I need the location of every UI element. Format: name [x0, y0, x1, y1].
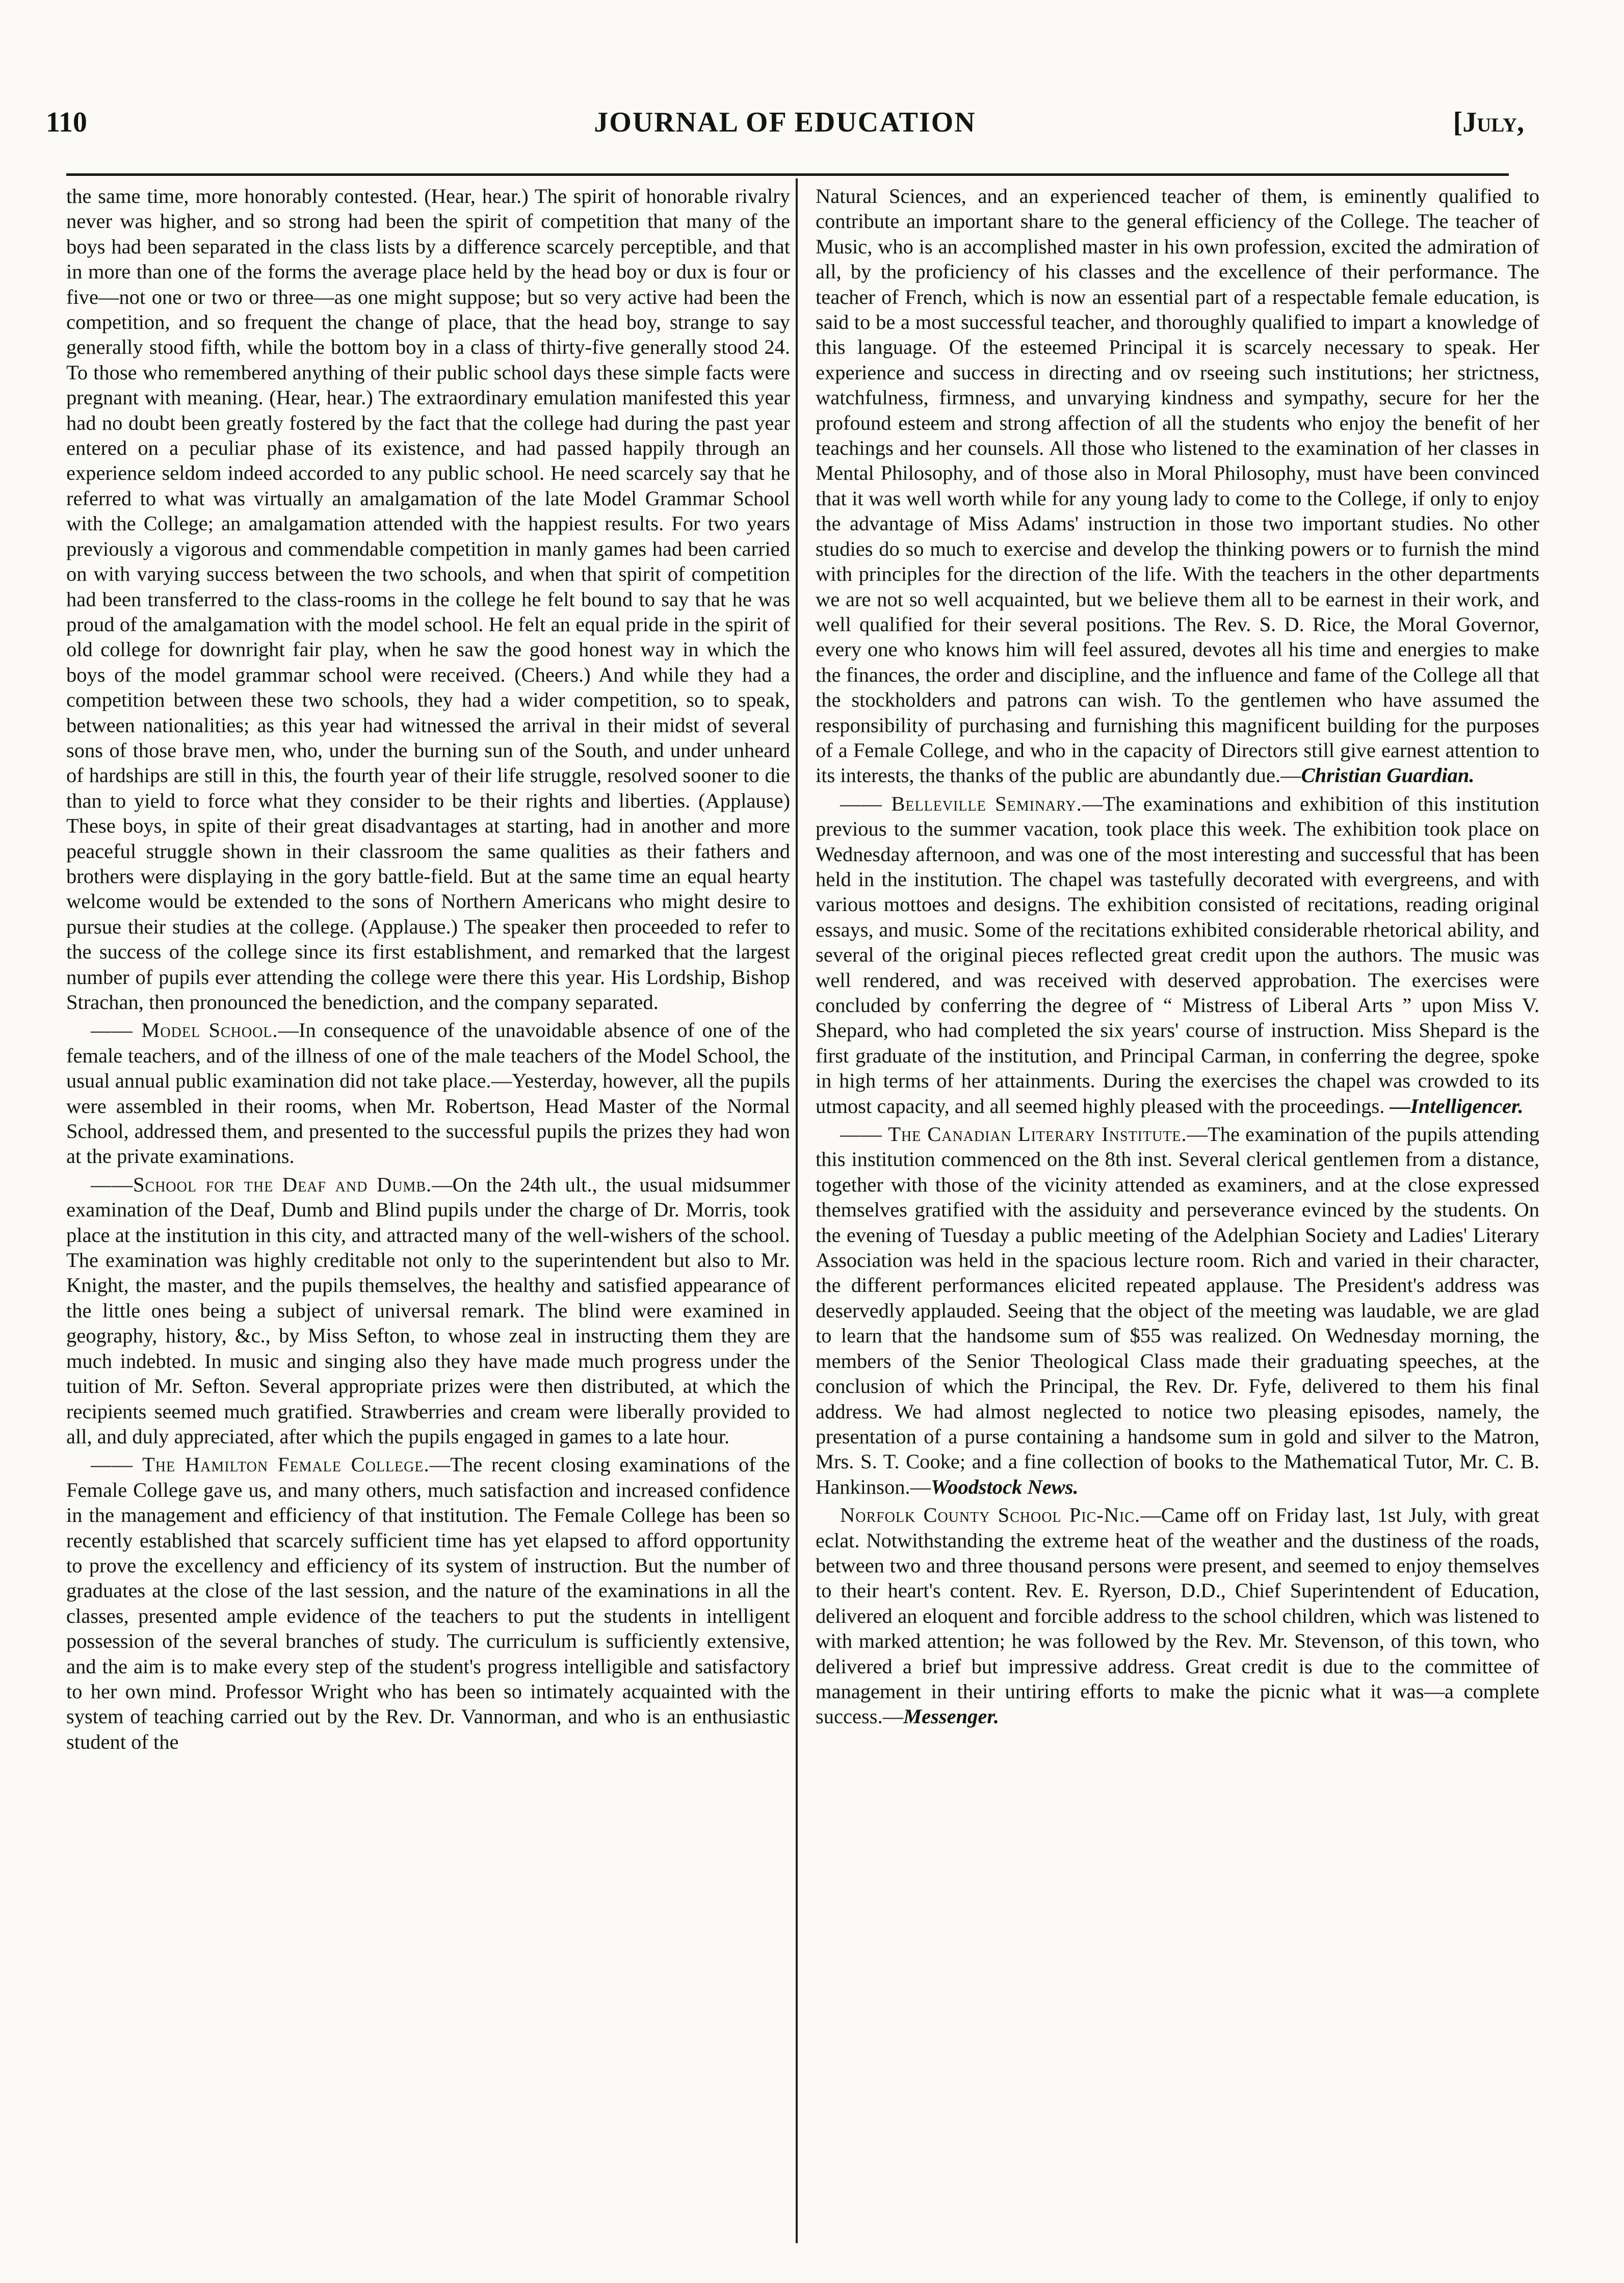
article-body: —Came off on Friday last, 1st July, with great eclat. Notwithstanding the extreme heat of the weather and the dustiness of the roads, between two and three thousand persons were present, and seemed to enjoy themselves to their heart's content. Rev. E. Ryerson, D.D., Chief Superintendent of Education, delivered an eloquent and forcible address to the school children, which was listened to with marked attention; he was followed by the Rev. Mr. Stevenson, of this town, who delivered a brief but impressive address. Great credit is due to the committee of management in their untiring efforts to make the picnic what it was—a complete success.— — [816, 1503, 1539, 1728]
article-belleville-seminary — [816, 791, 1539, 1119]
article-source: —Intelligencer. — [1390, 1094, 1524, 1118]
running-title: JOURNAL OF EDUCATION — [594, 107, 976, 138]
article-convocation-text: the same time, more honorably contested. (Hear, hear.) The spirit of honorable rivalry never was higher, and so strong had been the spirit of competition that many of the boys had been separated in the class lists by a difference scarcely perceptible, and that in more than one of the forms the average place held by the head boy or dux is four or five—not one or two or three—as one might suppose; but so very active had been the competition, and so frequent the change of place, that the head boy, strange to say generally stood fifth, while the bottom boy in a class of thirty-five generally stood 24. To those who remembered anything of their public school days these simple facts were pregnant with meaning. (Hear, hear.) The extraordinary emulation manifested this year had no doubt been greatly fostered by the fact that the college had during the past year entered on a peculiar phase of its existence, and had passed happily through an experience seldom indeed accorded to any public school. He need scarcely say that he referred to what was virtually an amalgamation of the late Model Grammar School with the College; an amalgamation attended with the happiest results. For two years previously a vigorous and commendable competition in manly games had been carried on with varying success between the two schools, and when that spirit of competition had been transferred to the class-rooms in the college he felt bound to say that he was proud of the amalgamation with the model school. He felt an equal pride in the spirit of old college for downright fair play, when he saw the good honest way in which the boys of the model grammar school were received. (Cheers.) And while they had a competition between these two schools, they had a wider competition, so to speak, between nationalities; as this year had witnessed the arrival in their midst of several sons of those brave men, who, under the burning sun of the South, and under unheard of hardships are still in this, the fourth year of their life struggle, resolved sooner to die than to yield to force what they consider to be their rights and liberties. (Applause) These boys, in spite of their great disadvantages at starting, had in another and more peaceful struggle shown in their classroom the same qualities as their fathers and brothers were displaying in the gory battle-field. But at the same time an equal hearty welcome would be extended to the sons of Northern Americans who might desire to pursue their studies at the college. (Applause.) The speaker then proceeded to refer to the success of the college since its first establishment, and remarked that the largest number of pupils ever attending the college were there this year. His Lordship, Bishop Strachan, then pronounced the benediction, and the company separated. — [66, 185, 790, 1014]
header-rule — [66, 173, 1509, 176]
article-body: —The recent closing examinations of the Female College gave us, and many others, much satisfaction and increased confidence in the management and efficiency of that institution. The Female College has been so recently established that scarcely sufficient time has yet elapsed to afford opportunity to prove the excellency and efficiency of its system of instruction. But the number of graduates at the close of the last session, and the nature of the examinations in all the classes, presented ample evidence of the teachers to put the students in intelligent possession of the several branches of study. The curriculum is sufficiently extensive, and the aim is to make every step of the student's progress intelligible and satisfactory to her own mind. Professor Wright who has been so intimately acquainted with the system of teaching carried out by the Rev. Dr. Vannorman, and who is an enthusiastic student of the — [66, 1453, 790, 1753]
article-canadian-literary-institute — [816, 1122, 1539, 1499]
article-body: —On the 24th ult., the usual midsummer examination of the Deaf, Dumb and Blind pupils under the charge of Dr. Morris, took place at the institution in this city, and attracted many of the well-wishers of the school. The examination was highly creditable not only to the superintendent but also to Mr. Knight, the master, and the pupils themselves, the healthy and satisfied appearance of the little ones being a subject of universal remark. The blind were examined in geography, history, &c., by Miss Sefton, to whose zeal in instructing them they are much indebted. In music and singing also they have made much progress under the tuition of Mr. Sefton. Several appropriate prizes were then distributed, at which the recipients seemed much gratified. Strawberries and cream were liberally provided to all, and duly appreciated, after which the pupils engaged in games to a late hour. — [66, 1173, 790, 1448]
page-number: 110 — [46, 107, 87, 138]
article-body: Natural Sciences, and an experienced teacher of them, is eminently qualified to contribute an important share to the general efficiency of the College. The teacher of Music, who is an accomplished master in his own profession, excited the admiration of all, by the proficiency of his classes and the excellence of their performance. The teacher of French, which is now an essential part of a respectable female education, is said to be a most successful teacher, and thoroughly qualified to impart a knowledge of this language. Of the esteemed Principal it is scarcely necessary to speak. Her experience and success in directing and ov rseeing such institutions; her strictness, watchfulness, firmness, and unvarying kindness and sympathy, secure for her the profound esteem and strong affection of all the students who enjoy the benefit of her teachings and her counsels. All those who listened to the examination of her classes in Mental Philosophy, and of those also in Moral Philosophy, must have been convinced that it was well worth while for any young lady to come to the College, if only to enjoy the advantage of Miss Adams' instruction in those two important studies. No other studies do so much to exercise and develop the thinking powers or to furnish the mind with principles for the direction of the life. With the teachers in the other departments we are not so well acquainted, but we believe them all to be earnest in their work, and well qualified for their several positions. The Rev. S. D. Rice, the Moral Governor, every one who knows him will feel assured, devotes all his time and energies to make the finances, the order and discipline, and the influence and fame of the College all that the stockholders and patrons can wish. To the gentlemen who have assumed the responsibility of purchasing and furnishing this magnificent building for the purposes of a Female College, and who in the capacity of Directors still give earnest attention to its interests, the thanks of the public are abundantly due.— — [816, 185, 1539, 787]
article-heading: —— Belleville Seminary. — [840, 792, 1082, 815]
article-source: Woodstock News. — [931, 1475, 1079, 1498]
article-deaf-dumb-school — [66, 1172, 790, 1449]
running-date: [July, — [1453, 107, 1524, 138]
article-heading: —— The Hamilton Female College. — [91, 1453, 430, 1476]
article-body: —In consequence of the unavoidable absence of one of the female teachers, and of the illness of one of the male teachers of the Model School, the usual annual public examination did not take place.—Yesterday, however, all the pupils were assembled in their rooms, when Mr. Robertson, Head Master of the Normal School, addressed them, and presented to the successful pupils the prizes they had won at the private examinations. — [66, 1019, 790, 1168]
article-source: Christian Guardian. — [1301, 764, 1475, 787]
article-heading: —— The Canadian Literary Institute. — [840, 1123, 1187, 1146]
article-heading: ——School for the Deaf and Dumb. — [91, 1173, 432, 1196]
article-norfolk-picnic — [816, 1502, 1539, 1729]
article-body: —The examination of the pupils attending this institution commenced on the 8th inst. Several clerical gentlemen from a distance, together with those of the vicinity attended as examiners, and at the close expressed themselves gratified with the assiduity and perseverance evinced by the students. On the evening of Tuesday a public meeting of the Adelphian Society and Ladies' Literary Association was held in the spacious lecture room. Rich and varied in their character, the different performances elicited repeated applause. The President's address was deservedly applauded. Seeing that the object of the meeting was laudable, we are glad to learn that the handsome sum of $55 was realized. On Wednesday morning, the members of the Senior Theological Class made their graduating speeches, at the conclusion of which the Principal, the Rev. Dr. Fyfe, delivered to them his final address. We had almost neglected to notice two pleasing episodes, namely, the presentation of a purse containing a handsome sum in gold and silver to the Matron, Mrs. S. T. Cooke; and a fine collection of books to the Mathematical Tutor, Mr. C. B. Hankinson.— — [816, 1123, 1539, 1498]
column-divider — [796, 178, 798, 2243]
article-heading: Norfolk County School Pic-Nic. — [840, 1503, 1141, 1527]
right-column — [816, 184, 1539, 1732]
page-header — [46, 102, 1524, 143]
article-hamilton-female-college — [66, 1452, 790, 1754]
left-column — [66, 184, 790, 1757]
article-heading: —— Model School. — [91, 1019, 278, 1042]
article-source: Messenger. — [903, 1705, 999, 1728]
article-model-school — [66, 1018, 790, 1169]
article-hamilton-continued — [816, 184, 1539, 788]
article-body: —The examinations and exhibition of this institution previous to the summer vacation, took place this week. The exhibition took place on Wednesday afternoon, and was one of the most interesting and successful that has been held in the institution. The chapel was tastefully decorated with evergreens, and with various mottoes and designs. The exhibition consisted of recitations, reading original essays, and music. Some of the recitations exhibited considerable rhetorical ability, and several of the original pieces reflected great credit upon the authors. The music was well rendered, and was received with deserved approbation. The exercises were concluded by conferring the degree of “ Mistress of Liberal Arts ” upon Miss V. Shepard, who had completed the six years' course of instruction. Miss Shepard is the first graduate of the institution, and Principal Carman, in conferring the degree, spoke in high terms of her attainments. During the exercises the chapel was crowded to its utmost capacity, and all seemed highly pleased with the proceedings. — [816, 792, 1539, 1118]
